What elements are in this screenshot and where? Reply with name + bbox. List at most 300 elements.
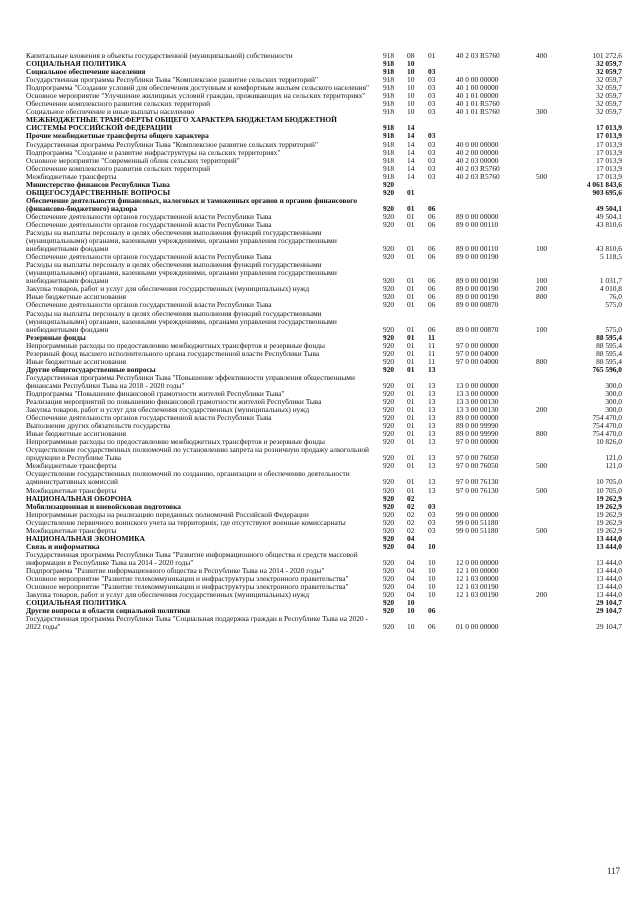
row-name: Межбюджетные трансферты [26, 525, 117, 535]
row-rz-code: 01 [407, 477, 415, 487]
row-rz-code: 10 [407, 598, 415, 608]
row-name: Связь и информатика [26, 541, 100, 551]
row-vr-code: 200 [536, 590, 548, 600]
row-rz-code: 10 [407, 59, 415, 69]
row-name: СОЦИАЛЬНАЯ ПОЛИТИКА [26, 59, 127, 69]
row-vr-code [536, 414, 562, 422]
row-amount: 13 444,0 [596, 541, 622, 551]
row-cs-code: 40 0 00 00000 [456, 75, 499, 85]
row-rz-code: 10 [407, 622, 415, 632]
row-vr-code [536, 511, 562, 519]
row-gr-code: 920 [383, 211, 395, 221]
row-vr-code [536, 213, 562, 221]
budget-table-body [26, 52, 622, 631]
row-vr-code [536, 301, 562, 309]
row-pr-code: 03 [428, 147, 436, 157]
row-rz-code: 01 [407, 380, 415, 390]
row-rz-code: 01 [407, 203, 415, 213]
row-rz-code: 01 [407, 405, 415, 415]
row-rz-code: 01 [407, 276, 415, 286]
row-gr-code: 920 [383, 292, 395, 302]
row-pr-code [428, 116, 456, 132]
row-gr-code: 918 [383, 163, 395, 173]
table-row [26, 615, 622, 631]
row-pr-code [428, 189, 456, 197]
row-gr-code: 918 [383, 155, 395, 165]
row-gr-code: 920 [383, 203, 395, 213]
row-gr-code: 920 [383, 453, 395, 463]
table-row [26, 261, 622, 285]
row-rz-code: 14 [407, 139, 415, 149]
row-cs-code: 97 0 00 04000 [456, 356, 499, 366]
row-pr-code: 03 [428, 171, 436, 181]
row-gr-code: 918 [383, 91, 395, 101]
row-name: Осуществление государственных полномочий по установлению запрета на розничную продажу алкогольной продукции в Республике Тыва [26, 445, 369, 463]
row-cs-code: 97 0 00 04000 [456, 348, 499, 358]
row-amount: 29 104,7 [596, 598, 622, 608]
row-cs-code: 40 2 00 00000 [456, 147, 499, 157]
row-gr-code: 920 [383, 429, 395, 439]
row-gr-code: 920 [383, 477, 395, 487]
row-pr-code: 13 [428, 397, 436, 407]
row-cs-code: 89 0 00 00190 [456, 292, 499, 302]
row-amount: 49 504,1 [596, 203, 622, 213]
row-vr-code [536, 503, 562, 511]
row-rz-code: 14 [407, 131, 415, 141]
row-gr-code: 920 [383, 252, 395, 262]
row-amount: 17 013,9 [596, 147, 622, 157]
row-amount: 17 013,9 [596, 123, 622, 133]
row-rz-code: 04 [407, 582, 415, 592]
row-name: НАЦИОНАЛЬНАЯ ЭКОНОМИКА [26, 533, 145, 543]
row-name: Резервный фонд высшего исполнительного органа государственной власти Республики Тыва [26, 348, 320, 358]
row-vr-code: 100 [536, 276, 548, 286]
row-gr-code: 920 [383, 300, 395, 310]
row-rz-code: 01 [407, 453, 415, 463]
row-pr-code: 10 [428, 574, 436, 584]
row-pr-code: 06 [428, 300, 436, 310]
row-name: СОЦИАЛЬНАЯ ПОЛИТИКА [26, 598, 127, 608]
row-cs-code: 12 0 00 00000 [456, 557, 499, 567]
row-vr-code [536, 84, 562, 92]
row-vr-code [536, 342, 562, 350]
row-vr-code [536, 116, 562, 132]
row-name: Государственная программа Республики Тыва "Комплексное развитие сельских территорий" [26, 139, 318, 149]
row-pr-code [428, 181, 456, 189]
row-name: Обеспечение комплексного развития сельских территорий [26, 163, 211, 173]
row-amount: 88 595,4 [596, 340, 622, 350]
row-cs-code: 13 3 00 00000 [456, 388, 499, 398]
row-rz-code: 08 [407, 51, 415, 60]
row-rz-code: 01 [407, 219, 415, 229]
row-rz-code: 01 [407, 300, 415, 310]
row-rz-code: 04 [407, 557, 415, 567]
row-rz-code: 14 [407, 155, 415, 165]
row-cs-code: 97 0 00 00000 [456, 437, 499, 447]
row-name: Иные бюджетные ассигнования [26, 292, 127, 302]
row-gr-code: 920 [383, 598, 395, 608]
row-gr-code: 920 [383, 485, 395, 495]
row-amount: 32 059,7 [596, 75, 622, 85]
row-rz-code: 02 [407, 525, 415, 535]
row-name: Основное мероприятие "Улучшение жилищных условий граждан, проживающих на сельских территориях" [26, 91, 366, 101]
row-amount: 4 010,8 [599, 284, 622, 294]
row-pr-code: 13 [428, 453, 436, 463]
row-amount: 5 118,5 [600, 252, 622, 262]
row-amount: 4 061 843,6 [586, 179, 622, 189]
table-row [26, 535, 622, 543]
row-pr-code: 13 [428, 485, 436, 495]
row-amount: 101 272,6 [592, 51, 622, 60]
row-rz-code: 01 [407, 211, 415, 221]
row-cs-code: 12 1 03 00190 [456, 590, 499, 600]
row-vr-code [536, 390, 562, 398]
row-cs-code: 97 0 00 76050 [456, 461, 499, 471]
row-amount: 17 013,9 [596, 155, 622, 165]
row-cs-code: 99 0 00 51180 [456, 525, 499, 535]
row-cs-code: 40 2 03 R5760 [456, 163, 500, 173]
row-rz-code: 01 [407, 284, 415, 294]
row-pr-code: 13 [428, 437, 436, 447]
row-pr-code: 10 [428, 582, 436, 592]
row-vr-code [536, 76, 562, 84]
row-gr-code: 920 [383, 348, 395, 358]
row-vr-code: 800 [536, 429, 548, 439]
row-gr-code: 918 [383, 83, 395, 93]
row-amount: 88 595,4 [596, 348, 622, 358]
row-rz-code: 14 [407, 163, 415, 173]
row-cs-code [456, 599, 536, 607]
row-amount: 32 059,7 [596, 59, 622, 69]
row-rz-code: 02 [407, 501, 415, 511]
row-rz-code: 10 [407, 91, 415, 101]
row-vr-code [536, 60, 562, 68]
row-pr-code: 13 [428, 421, 436, 431]
row-cs-code: 40 1 00 00000 [456, 83, 499, 93]
row-gr-code: 920 [383, 533, 395, 543]
row-cs-code: 89 0 00 99990 [456, 429, 499, 439]
row-amount: 32 059,7 [596, 91, 622, 101]
row-cs-code: 01 0 00 00000 [456, 622, 499, 632]
row-cs-code [456, 366, 536, 374]
row-vr-code [536, 221, 562, 229]
row-gr-code: 920 [383, 332, 395, 342]
row-cs-code: 99 0 00 00000 [456, 509, 499, 519]
row-vr-code [536, 438, 562, 446]
row-amount: 17 013,9 [596, 163, 622, 173]
row-gr-code: 920 [383, 397, 395, 407]
row-cs-code: 97 0 00 76130 [456, 477, 499, 487]
row-cs-code: 89 0 00 00000 [456, 211, 499, 221]
row-name: НАЦИОНАЛЬНАЯ ОБОРОНА [26, 493, 132, 503]
row-vr-code [536, 132, 562, 140]
row-vr-code: 500 [536, 461, 548, 471]
row-amount: 121,0 [605, 453, 622, 463]
row-rz-code: 10 [407, 107, 415, 117]
row-name: Выполнение других обязательств государства [26, 421, 171, 431]
row-gr-code: 920 [383, 574, 395, 584]
row-name: Подпрограмма "Создание и развитие инфраструктуры на сельских территориях" [26, 147, 281, 157]
row-amount: 43 810,6 [596, 244, 622, 254]
row-cs-code: 89 0 00 00110 [456, 219, 499, 229]
row-vr-code [536, 374, 562, 390]
row-name: Мобилизационная и вневойсковая подготовка [26, 501, 182, 511]
row-amount: 17 013,9 [596, 131, 622, 141]
row-gr-code: 918 [383, 99, 395, 109]
row-name: Другие вопросы в области социальной политики [26, 606, 191, 616]
row-vr-code [536, 149, 562, 157]
page-number: 117 [606, 866, 620, 876]
row-pr-code: 06 [428, 219, 436, 229]
row-amount: 19 262,9 [596, 501, 622, 511]
row-gr-code: 918 [383, 123, 395, 133]
row-amount: 19 262,9 [596, 525, 622, 535]
table-row [26, 551, 622, 567]
row-gr-code: 920 [383, 501, 395, 511]
budget-table [26, 52, 622, 631]
row-rz-code: 10 [407, 67, 415, 77]
row-pr-code: 13 [428, 380, 436, 390]
row-gr-code: 918 [383, 51, 395, 60]
row-name: Обеспечение деятельности органов государственной власти Республики Тыва [26, 252, 272, 262]
row-gr-code: 920 [383, 380, 395, 390]
row-rz-code: 01 [407, 187, 415, 197]
row-pr-code: 03 [428, 99, 436, 109]
row-vr-code [536, 470, 562, 486]
row-cs-code: 12 1 00 00000 [456, 566, 499, 575]
row-gr-code: 920 [383, 557, 395, 567]
row-cs-code [456, 116, 536, 132]
row-vr-code [536, 543, 562, 551]
row-name: Государственная программа Республики Тыва "Социальная поддержка граждан в Республике Тыва на 2020 - 2022 годы" [26, 614, 368, 632]
row-name: Резервные фонды [26, 332, 86, 342]
row-name: Иные бюджетные ассигнования [26, 356, 127, 366]
row-amount: 10 705,0 [596, 485, 622, 495]
row-rz-code: 01 [407, 421, 415, 431]
row-cs-code: 12 1 03 00000 [456, 574, 499, 584]
row-amount: 76,0 [609, 292, 622, 302]
row-gr-code: 920 [383, 187, 395, 197]
row-vr-code [536, 92, 562, 100]
row-name: Капитальные вложения в объекты государственной (муниципальной) собственности [26, 51, 293, 60]
row-vr-code [536, 615, 562, 631]
row-amount: 32 059,7 [596, 83, 622, 93]
row-cs-code: 40 1 01 R5760 [456, 99, 500, 109]
row-rz-code: 01 [407, 413, 415, 423]
row-gr-code: 920 [383, 517, 395, 527]
table-row [26, 374, 622, 390]
row-gr-code: 920 [383, 276, 395, 286]
row-name: Обеспечение деятельности органов государственной власти Республики Тыва [26, 211, 272, 221]
row-rz-code: 01 [407, 348, 415, 358]
row-amount: 754 470,0 [592, 429, 622, 439]
row-amount: 19 262,9 [596, 509, 622, 519]
row-vr-code [536, 366, 562, 374]
row-gr-code: 920 [383, 421, 395, 431]
row-amount: 32 059,7 [596, 99, 622, 109]
row-gr-code: 918 [383, 67, 395, 77]
row-rz-code: 01 [407, 461, 415, 471]
row-pr-code: 06 [428, 284, 436, 294]
row-cs-code: 97 0 00 76050 [456, 453, 499, 463]
row-pr-code: 06 [428, 244, 436, 254]
row-pr-code: 03 [428, 509, 436, 519]
row-amount: 300,0 [605, 380, 622, 390]
row-gr-code: 918 [383, 59, 395, 69]
row-rz-code: 01 [407, 356, 415, 366]
row-rz-code: 04 [407, 541, 415, 551]
row-vr-code [536, 68, 562, 76]
row-gr-code: 918 [383, 75, 395, 85]
row-amount: 300,0 [605, 388, 622, 398]
row-pr-code: 10 [428, 566, 436, 575]
row-amount: 19 262,9 [596, 493, 622, 503]
row-amount: 121,0 [605, 461, 622, 471]
row-cs-code: 40 0 00 00000 [456, 139, 499, 149]
row-vr-code [536, 157, 562, 165]
row-name: Обеспечение комплексного развития сельских территорий [26, 99, 211, 109]
row-cs-code [456, 189, 536, 197]
row-amount: 49 504,1 [596, 211, 622, 221]
row-amount: 765 596,0 [592, 364, 622, 374]
row-gr-code: 920 [383, 356, 395, 366]
row-pr-code: 13 [428, 364, 436, 374]
row-rz-code: 01 [407, 485, 415, 495]
row-amount: 300,0 [605, 397, 622, 407]
row-name: Обеспечение деятельности финансовых, налоговых и таможенных органов и органов финансового (финансово-бюджетного) надзора [26, 195, 358, 213]
row-cs-code: 89 0 00 00190 [456, 276, 499, 286]
row-vr-code [536, 567, 562, 575]
row-amount: 43 810,6 [596, 219, 622, 229]
row-name: Межбюджетные трансферты [26, 461, 117, 471]
row-rz-code: 01 [407, 364, 415, 374]
row-name: Социальное обеспечение населения [26, 67, 146, 77]
row-gr-code: 920 [383, 219, 395, 229]
row-rz-code: 01 [407, 252, 415, 262]
row-rz-code: 02 [407, 517, 415, 527]
row-vr-code [536, 495, 562, 503]
row-name: Расходы на выплаты персоналу в целях обеспечения выполнения функций государственными (муниципальными) органами, казенными учреждениями, органами управления государственными внебюджетными фондами [26, 260, 337, 286]
row-cs-code [456, 495, 536, 503]
row-name: Министерство финансов Республики Тыва [26, 179, 170, 189]
row-name: Другие общегосударственные вопросы [26, 364, 156, 374]
row-rz-code: 01 [407, 429, 415, 439]
row-pr-code: 03 [428, 501, 436, 511]
row-amount: 13 444,0 [596, 566, 622, 575]
row-cs-code: 12 1 03 00190 [456, 582, 499, 592]
row-gr-code: 920 [383, 606, 395, 616]
row-name: Обеспечение деятельности органов государственной власти Республики Тыва [26, 300, 272, 310]
row-gr-code: 920 [383, 525, 395, 535]
row-vr-code: 300 [536, 107, 548, 117]
row-vr-code: 400 [536, 51, 548, 60]
row-name: Социальное обеспечение и иные выплаты населению [26, 107, 195, 117]
row-pr-code: 01 [428, 51, 436, 60]
row-vr-code: 100 [536, 244, 548, 254]
row-rz-code: 10 [407, 83, 415, 93]
row-gr-code: 920 [383, 324, 395, 334]
row-amount: 13 444,0 [596, 590, 622, 600]
row-amount: 300,0 [605, 405, 622, 415]
row-pr-code: 03 [428, 67, 436, 77]
row-rz-code: 01 [407, 437, 415, 447]
row-cs-code: 89 0 00 00870 [456, 324, 499, 334]
table-row [26, 229, 622, 253]
row-vr-code: 200 [536, 284, 548, 294]
row-cs-code: 89 0 00 00000 [456, 413, 499, 423]
row-rz-code: 02 [407, 493, 415, 503]
row-gr-code: 920 [383, 437, 395, 447]
row-cs-code: 40 2 03 00000 [456, 155, 499, 165]
row-gr-code: 920 [383, 364, 395, 374]
row-pr-code: 06 [428, 276, 436, 286]
table-row [26, 116, 622, 132]
row-cs-code: 89 0 00 00190 [456, 252, 499, 262]
row-pr-code: 03 [428, 525, 436, 535]
row-name: Закупка товаров, работ и услуг для обеспечения государственных (муниципальных) нужд [26, 590, 310, 600]
row-pr-code: 11 [428, 332, 435, 342]
row-cs-code: 89 0 00 00110 [456, 244, 499, 254]
row-rz-code: 14 [407, 171, 415, 181]
row-rz-code: 04 [407, 533, 415, 543]
row-vr-code [536, 189, 562, 197]
row-name: Непрограммные расходы по предоставлению межбюджетных трансфертов и резервные фонды [26, 340, 326, 350]
row-vr-code [536, 607, 562, 615]
row-name: Межбюджетные трансферты [26, 485, 117, 495]
row-pr-code: 03 [428, 75, 436, 85]
row-name: Государственная программа Республики Тыва "Развитие информационного общества и средств массовой информации в Республике Тыва на 2014 - 2020 годы" [26, 549, 358, 567]
row-name: Прочие межбюджетные трансферты общего характера [26, 131, 209, 141]
row-rz-code: 04 [407, 566, 415, 575]
row-pr-code: 13 [428, 413, 436, 423]
row-cs-code: 13 0 00 00000 [456, 380, 499, 390]
row-rz-code: 01 [407, 340, 415, 350]
row-gr-code: 920 [383, 340, 395, 350]
row-gr-code: 920 [383, 284, 395, 294]
row-name: Подпрограмма "Повышение финансовой грамотности жителей Республики Тыва" [26, 388, 285, 398]
row-name: МЕЖБЮДЖЕТНЫЕ ТРАНСФЕРТЫ ОБЩЕГО ХАРАКТЕРА БЮДЖЕТАМ БЮДЖЕТНОЙ СИСТЕМЫ РОССИЙСКОЙ ФЕДЕРАЦИИ [26, 115, 337, 133]
row-pr-code: 03 [428, 139, 436, 149]
row-pr-code: 10 [428, 541, 436, 551]
row-vr-code [536, 535, 562, 543]
row-vr-code: 800 [536, 356, 548, 366]
row-name: Обеспечение деятельности органов государственной власти Республики Тыва [26, 219, 272, 229]
row-name: Иные бюджетные ассигнования [26, 429, 127, 439]
row-pr-code: 06 [428, 203, 436, 213]
row-amount: 88 595,4 [596, 356, 622, 366]
row-rz-code: 10 [407, 606, 415, 616]
row-gr-code: 918 [383, 107, 395, 117]
row-rz-code: 01 [407, 292, 415, 302]
row-cs-code: 40 1 01 R5760 [456, 107, 500, 117]
row-name: Закупка товаров, работ и услуг для обеспечения государственных (муниципальных) нужд [26, 284, 310, 294]
row-pr-code: 06 [428, 622, 436, 632]
row-gr-code: 918 [383, 171, 395, 181]
row-cs-code: 40 2 03 R5760 [456, 51, 500, 60]
row-amount: 903 695,6 [592, 187, 622, 197]
row-cs-code: 99 0 00 51180 [456, 517, 499, 527]
row-gr-code: 920 [383, 388, 395, 398]
row-vr-code: 100 [536, 324, 548, 334]
row-gr-code: 920 [383, 244, 395, 254]
row-amount: 32 059,7 [596, 67, 622, 77]
row-name: Расходы на выплаты персоналу в целях обеспечения выполнения функций государственными (муниципальными) органами, казенными учреждениями, органами управления государственными внебюджетными фондами [26, 228, 337, 254]
row-amount: 13 444,0 [596, 557, 622, 567]
row-gr-code: 920 [383, 493, 395, 503]
row-vr-code: 500 [536, 485, 548, 495]
row-cs-code: 40 1 01 00000 [456, 91, 499, 101]
row-vr-code [536, 446, 562, 462]
